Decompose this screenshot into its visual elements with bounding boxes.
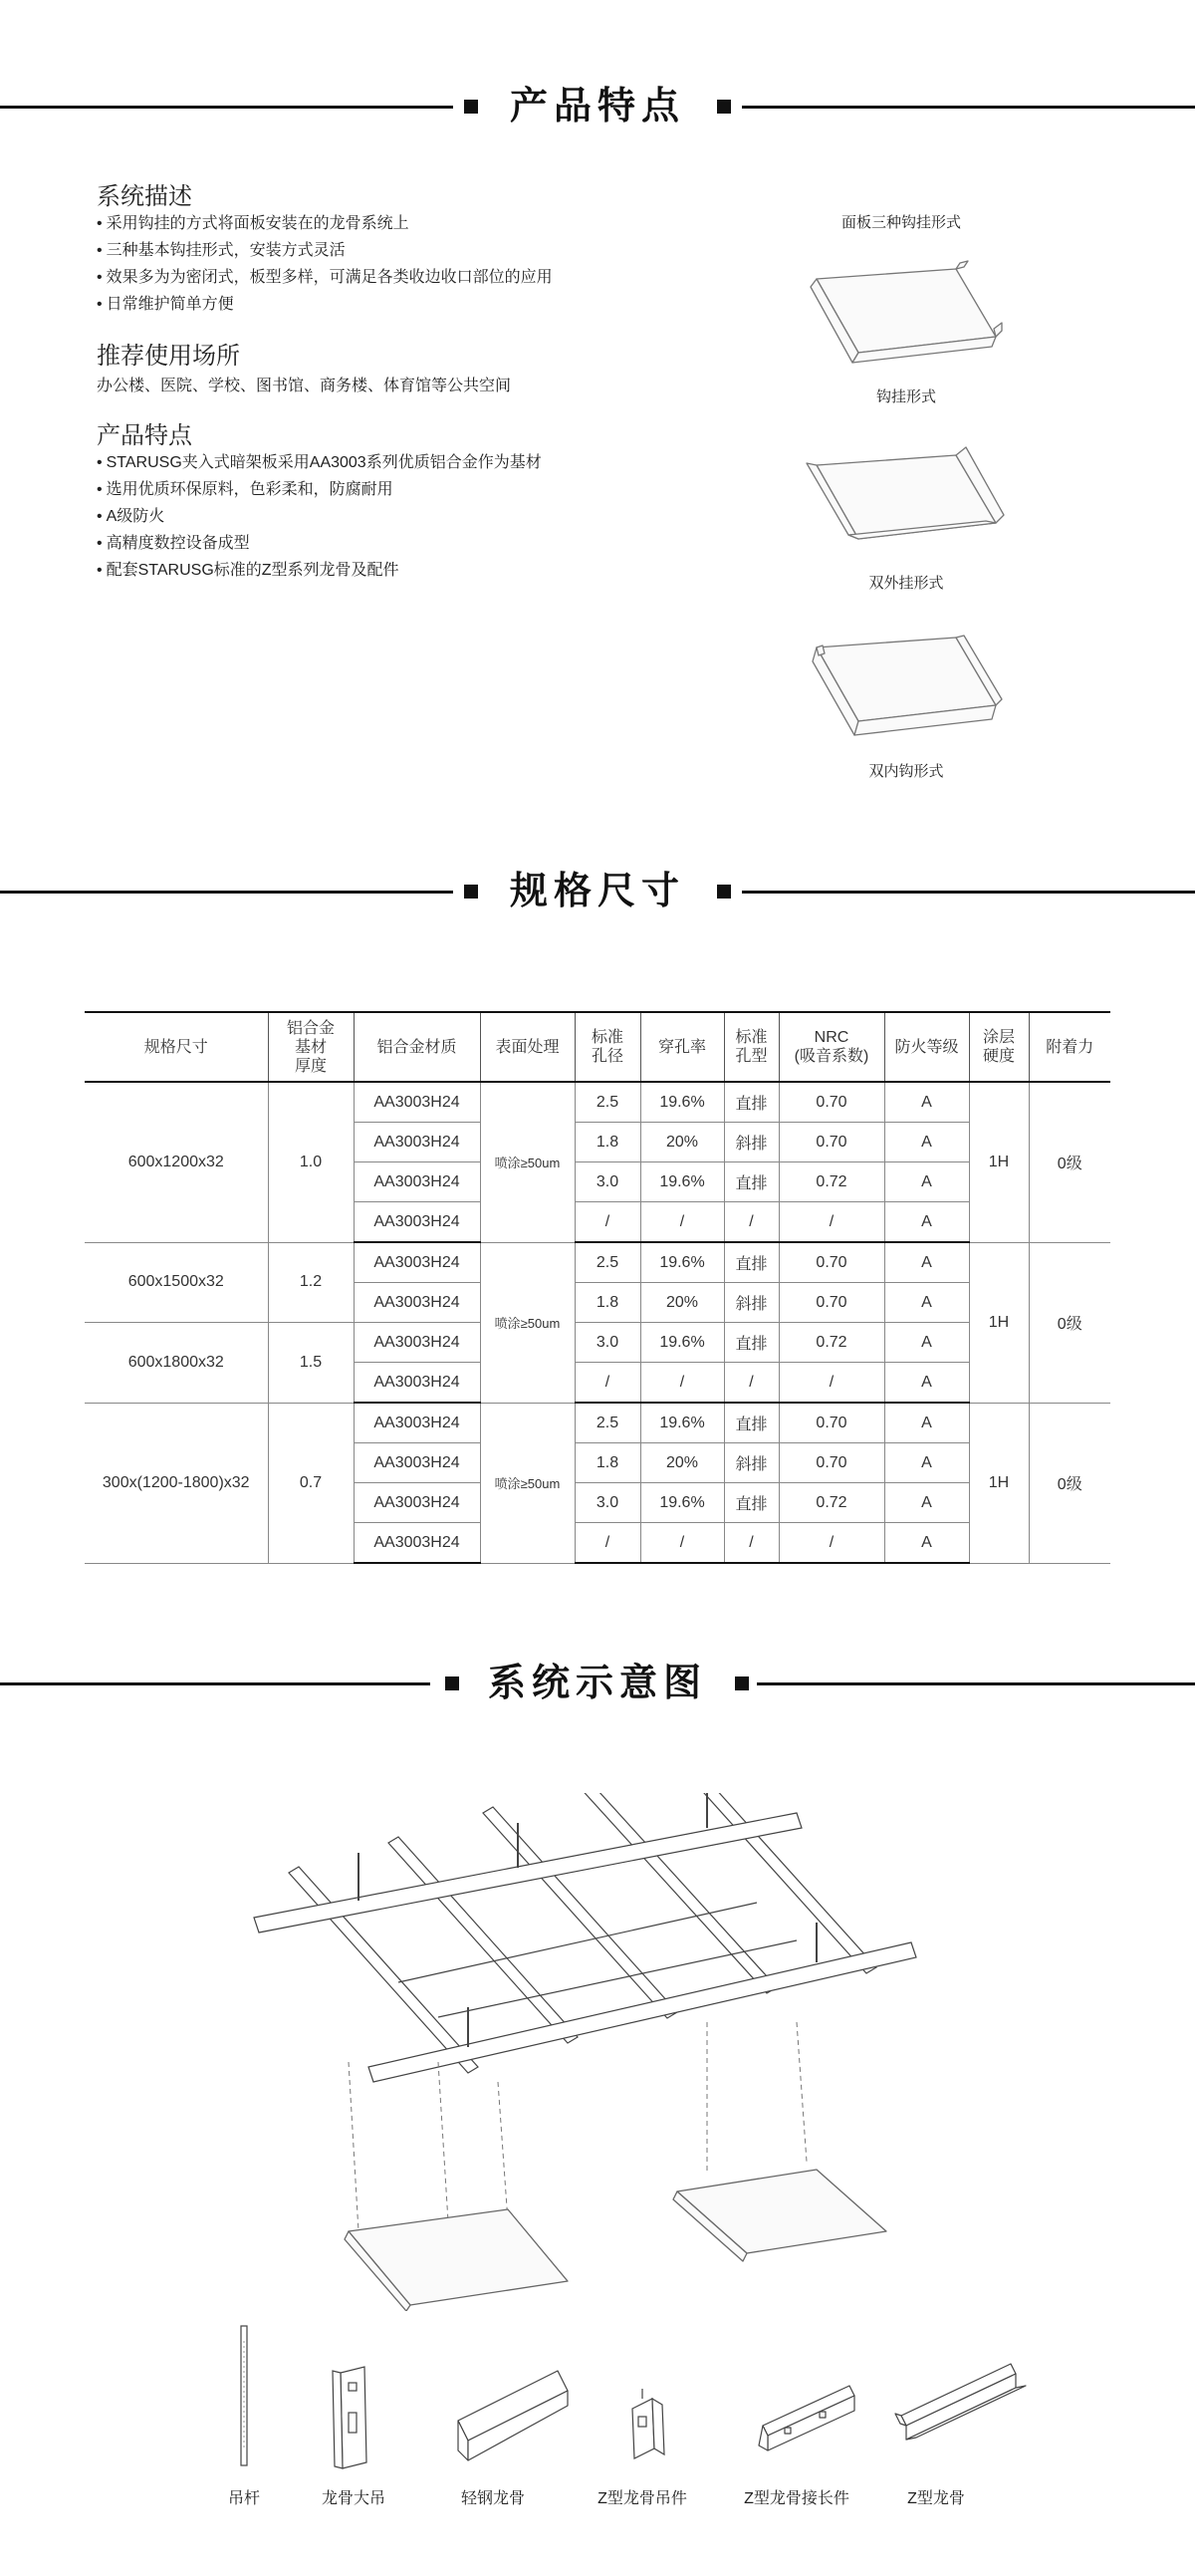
perforation-rate-cell: 19.6% <box>640 1483 724 1523</box>
hole-pattern-cell: 直排 <box>724 1483 779 1523</box>
column-header: 铝合金材质 <box>354 1012 480 1082</box>
fire-rating-cell: A <box>884 1242 969 1283</box>
hole-pattern-cell: 直排 <box>724 1162 779 1202</box>
component-label: 轻钢龙骨 <box>460 2490 525 2507</box>
keel-hanger-icon <box>329 2363 378 2472</box>
header-square-right <box>717 885 731 899</box>
hanger-rod-icon <box>229 2321 259 2470</box>
fire-rating-cell: A <box>884 1283 969 1323</box>
nrc-cell: 0.72 <box>779 1483 884 1523</box>
material-cell: AA3003H24 <box>354 1323 480 1363</box>
hole-size-cell: 2.5 <box>575 1242 640 1283</box>
ceiling-system-diagram <box>239 1793 936 2311</box>
panel-double-outer-illustration <box>797 443 1006 573</box>
perforation-rate-cell: 19.6% <box>640 1162 724 1202</box>
material-cell: AA3003H24 <box>354 1123 480 1162</box>
hole-pattern-cell: / <box>724 1363 779 1404</box>
hole-pattern-cell: / <box>724 1202 779 1243</box>
thickness-cell: 1.2 <box>268 1242 354 1323</box>
hardness-cell: 1H <box>969 1242 1029 1403</box>
component-label: Z型龙骨接长件 <box>744 2490 849 2507</box>
component-label: 龙骨大吊 <box>321 2490 385 2507</box>
column-header: 规格尺寸 <box>85 1012 268 1082</box>
adhesion-cell: 0级 <box>1029 1082 1110 1242</box>
material-cell: AA3003H24 <box>354 1363 480 1404</box>
hole-size-cell: 2.5 <box>575 1082 640 1123</box>
product-heading: 产品特点 <box>97 422 192 449</box>
adhesion-cell: 0级 <box>1029 1403 1110 1563</box>
material-cell: AA3003H24 <box>354 1443 480 1483</box>
hole-size-cell: / <box>575 1202 640 1243</box>
finish-cell: 喷涂≥50um <box>480 1082 575 1242</box>
fire-rating-cell: A <box>884 1082 969 1123</box>
thickness-cell: 0.7 <box>268 1403 354 1563</box>
material-cell: AA3003H24 <box>354 1483 480 1523</box>
component-label: 吊杆 <box>227 2490 260 2507</box>
finish-cell: 喷涂≥50um <box>480 1403 575 1563</box>
component-label: Z型龙骨 <box>907 2490 965 2507</box>
fire-rating-cell: A <box>884 1523 969 1564</box>
hook-forms-title: 面板三种钩挂形式 <box>840 214 961 231</box>
section-header-specs <box>0 862 1195 921</box>
header-square-left <box>464 100 478 114</box>
double-inner-form-label: 双内钩形式 <box>868 763 944 780</box>
perforation-rate-cell: 20% <box>640 1443 724 1483</box>
header-rule-right <box>742 106 1195 109</box>
nrc-cell: 0.72 <box>779 1162 884 1202</box>
light-steel-keel-icon <box>448 2361 578 2470</box>
hole-size-cell: 1.8 <box>575 1123 640 1162</box>
table-row <box>85 1323 1110 1363</box>
list-item: • 配套STARUSG标准的Z型系列龙骨及配件 <box>97 557 542 584</box>
hole-pattern-cell: 直排 <box>724 1242 779 1283</box>
perforation-rate-cell: 19.6% <box>640 1323 724 1363</box>
column-header: 附着力 <box>1029 1012 1110 1082</box>
material-cell: AA3003H24 <box>354 1523 480 1564</box>
section-header-features <box>0 77 1195 136</box>
column-header: 标准 孔径 <box>575 1012 640 1082</box>
header-square-left <box>464 885 478 899</box>
hole-size-cell: 3.0 <box>575 1162 640 1202</box>
z-keel-hanger-icon <box>622 2389 672 2473</box>
hole-pattern-cell: 斜排 <box>724 1443 779 1483</box>
z-keel-connector-icon <box>755 2376 864 2475</box>
fire-rating-cell: A <box>884 1202 969 1243</box>
nrc-cell: / <box>779 1523 884 1564</box>
fire-rating-cell: A <box>884 1443 969 1483</box>
usage-heading: 推荐使用场所 <box>97 343 240 370</box>
panel-double-inner-illustration <box>797 626 1006 755</box>
column-header: 铝合金 基材 厚度 <box>268 1012 354 1082</box>
nrc-cell: 0.70 <box>779 1403 884 1443</box>
nrc-cell: 0.70 <box>779 1082 884 1123</box>
table-row <box>85 1082 1110 1123</box>
list-item: • 日常维护简单方便 <box>97 291 553 318</box>
table-row <box>85 1242 1110 1283</box>
perforation-rate-cell: 19.6% <box>640 1403 724 1443</box>
list-item: • STARUSG夹入式暗架板采用AA3003系列优质铝合金作为基材 <box>97 449 542 476</box>
hole-size-cell: / <box>575 1363 640 1404</box>
z-keel-icon <box>891 2356 1031 2465</box>
table-header-row <box>85 1012 1110 1082</box>
column-header: 防火等级 <box>884 1012 969 1082</box>
perforation-rate-cell: 19.6% <box>640 1082 724 1123</box>
size-cell: 600x1800x32 <box>85 1323 268 1404</box>
table-row <box>85 1403 1110 1443</box>
material-cell: AA3003H24 <box>354 1242 480 1283</box>
header-square-right <box>735 1676 749 1690</box>
column-header: 涂层 硬度 <box>969 1012 1029 1082</box>
hole-pattern-cell: 直排 <box>724 1082 779 1123</box>
header-square-left <box>445 1676 459 1690</box>
hole-size-cell: 1.8 <box>575 1443 640 1483</box>
finish-cell: 喷涂≥50um <box>480 1242 575 1403</box>
hole-size-cell: 3.0 <box>575 1323 640 1363</box>
column-header: 标准 孔型 <box>724 1012 779 1082</box>
section-title: 规格尺寸 <box>509 871 685 912</box>
product-list <box>97 449 542 584</box>
adhesion-cell: 0级 <box>1029 1242 1110 1403</box>
nrc-cell: / <box>779 1202 884 1243</box>
fire-rating-cell: A <box>884 1363 969 1404</box>
hole-pattern-cell: 直排 <box>724 1323 779 1363</box>
description-list <box>97 210 553 318</box>
list-item: • 三种基本钩挂形式，安装方式灵活 <box>97 237 553 264</box>
hole-pattern-cell: 斜排 <box>724 1123 779 1162</box>
hook-form-label: 钩挂形式 <box>875 388 936 405</box>
fire-rating-cell: A <box>884 1403 969 1443</box>
material-cell: AA3003H24 <box>354 1403 480 1443</box>
nrc-cell: 0.72 <box>779 1323 884 1363</box>
list-item: • 选用优质环保原料，色彩柔和，防腐耐用 <box>97 476 542 503</box>
header-rule-left <box>0 1682 430 1685</box>
usage-text: 办公楼、医院、学校、图书馆、商务楼、体育馆等公共空间 <box>97 378 512 394</box>
size-cell: 600x1500x32 <box>85 1242 268 1323</box>
perforation-rate-cell: / <box>640 1523 724 1564</box>
hole-pattern-cell: 斜排 <box>724 1283 779 1323</box>
material-cell: AA3003H24 <box>354 1082 480 1123</box>
list-item: • 采用钩挂的方式将面板安装在的龙骨系统上 <box>97 210 553 237</box>
nrc-cell: 0.70 <box>779 1283 884 1323</box>
column-header: 穿孔率 <box>640 1012 724 1082</box>
spec-table <box>85 1011 1110 1564</box>
material-cell: AA3003H24 <box>354 1202 480 1243</box>
hardness-cell: 1H <box>969 1082 1029 1242</box>
nrc-cell: 0.70 <box>779 1443 884 1483</box>
list-item: • A级防火 <box>97 503 542 530</box>
perforation-rate-cell: 19.6% <box>640 1242 724 1283</box>
hole-size-cell: 3.0 <box>575 1483 640 1523</box>
material-cell: AA3003H24 <box>354 1162 480 1202</box>
hole-pattern-cell: 直排 <box>724 1403 779 1443</box>
thickness-cell: 1.0 <box>268 1082 354 1242</box>
list-item: • 效果多为为密闭式，板型多样，可满足各类收边收口部位的应用 <box>97 264 553 291</box>
fire-rating-cell: A <box>884 1323 969 1363</box>
perforation-rate-cell: / <box>640 1363 724 1404</box>
description-heading: 系统描述 <box>97 183 192 210</box>
panel-hook-illustration <box>797 257 1006 386</box>
thickness-cell: 1.5 <box>268 1323 354 1404</box>
hole-pattern-cell: / <box>724 1523 779 1564</box>
size-cell: 600x1200x32 <box>85 1082 268 1242</box>
section-header-diagram <box>0 1654 1195 1713</box>
perforation-rate-cell: 20% <box>640 1123 724 1162</box>
perforation-rate-cell: / <box>640 1202 724 1243</box>
hole-size-cell: 2.5 <box>575 1403 640 1443</box>
component-label: Z型龙骨吊件 <box>598 2490 687 2507</box>
fire-rating-cell: A <box>884 1123 969 1162</box>
header-rule-right <box>757 1682 1195 1685</box>
fire-rating-cell: A <box>884 1162 969 1202</box>
list-item: • 高精度数控设备成型 <box>97 530 542 557</box>
fire-rating-cell: A <box>884 1483 969 1523</box>
column-header: 表面处理 <box>480 1012 575 1082</box>
size-cell: 300x(1200-1800)x32 <box>85 1403 268 1563</box>
header-rule-left <box>0 106 453 109</box>
section-title: 系统示意图 <box>487 1663 707 1704</box>
perforation-rate-cell: 20% <box>640 1283 724 1323</box>
double-outer-form-label: 双外挂形式 <box>868 575 944 592</box>
hardness-cell: 1H <box>969 1403 1029 1563</box>
hole-size-cell: / <box>575 1523 640 1564</box>
nrc-cell: 0.70 <box>779 1123 884 1162</box>
material-cell: AA3003H24 <box>354 1283 480 1323</box>
header-rule-right <box>742 891 1195 894</box>
nrc-cell: / <box>779 1363 884 1404</box>
hole-size-cell: 1.8 <box>575 1283 640 1323</box>
header-rule-left <box>0 891 453 894</box>
section-title: 产品特点 <box>509 86 685 128</box>
column-header: NRC (吸音系数) <box>779 1012 884 1082</box>
header-square-right <box>717 100 731 114</box>
nrc-cell: 0.70 <box>779 1242 884 1283</box>
